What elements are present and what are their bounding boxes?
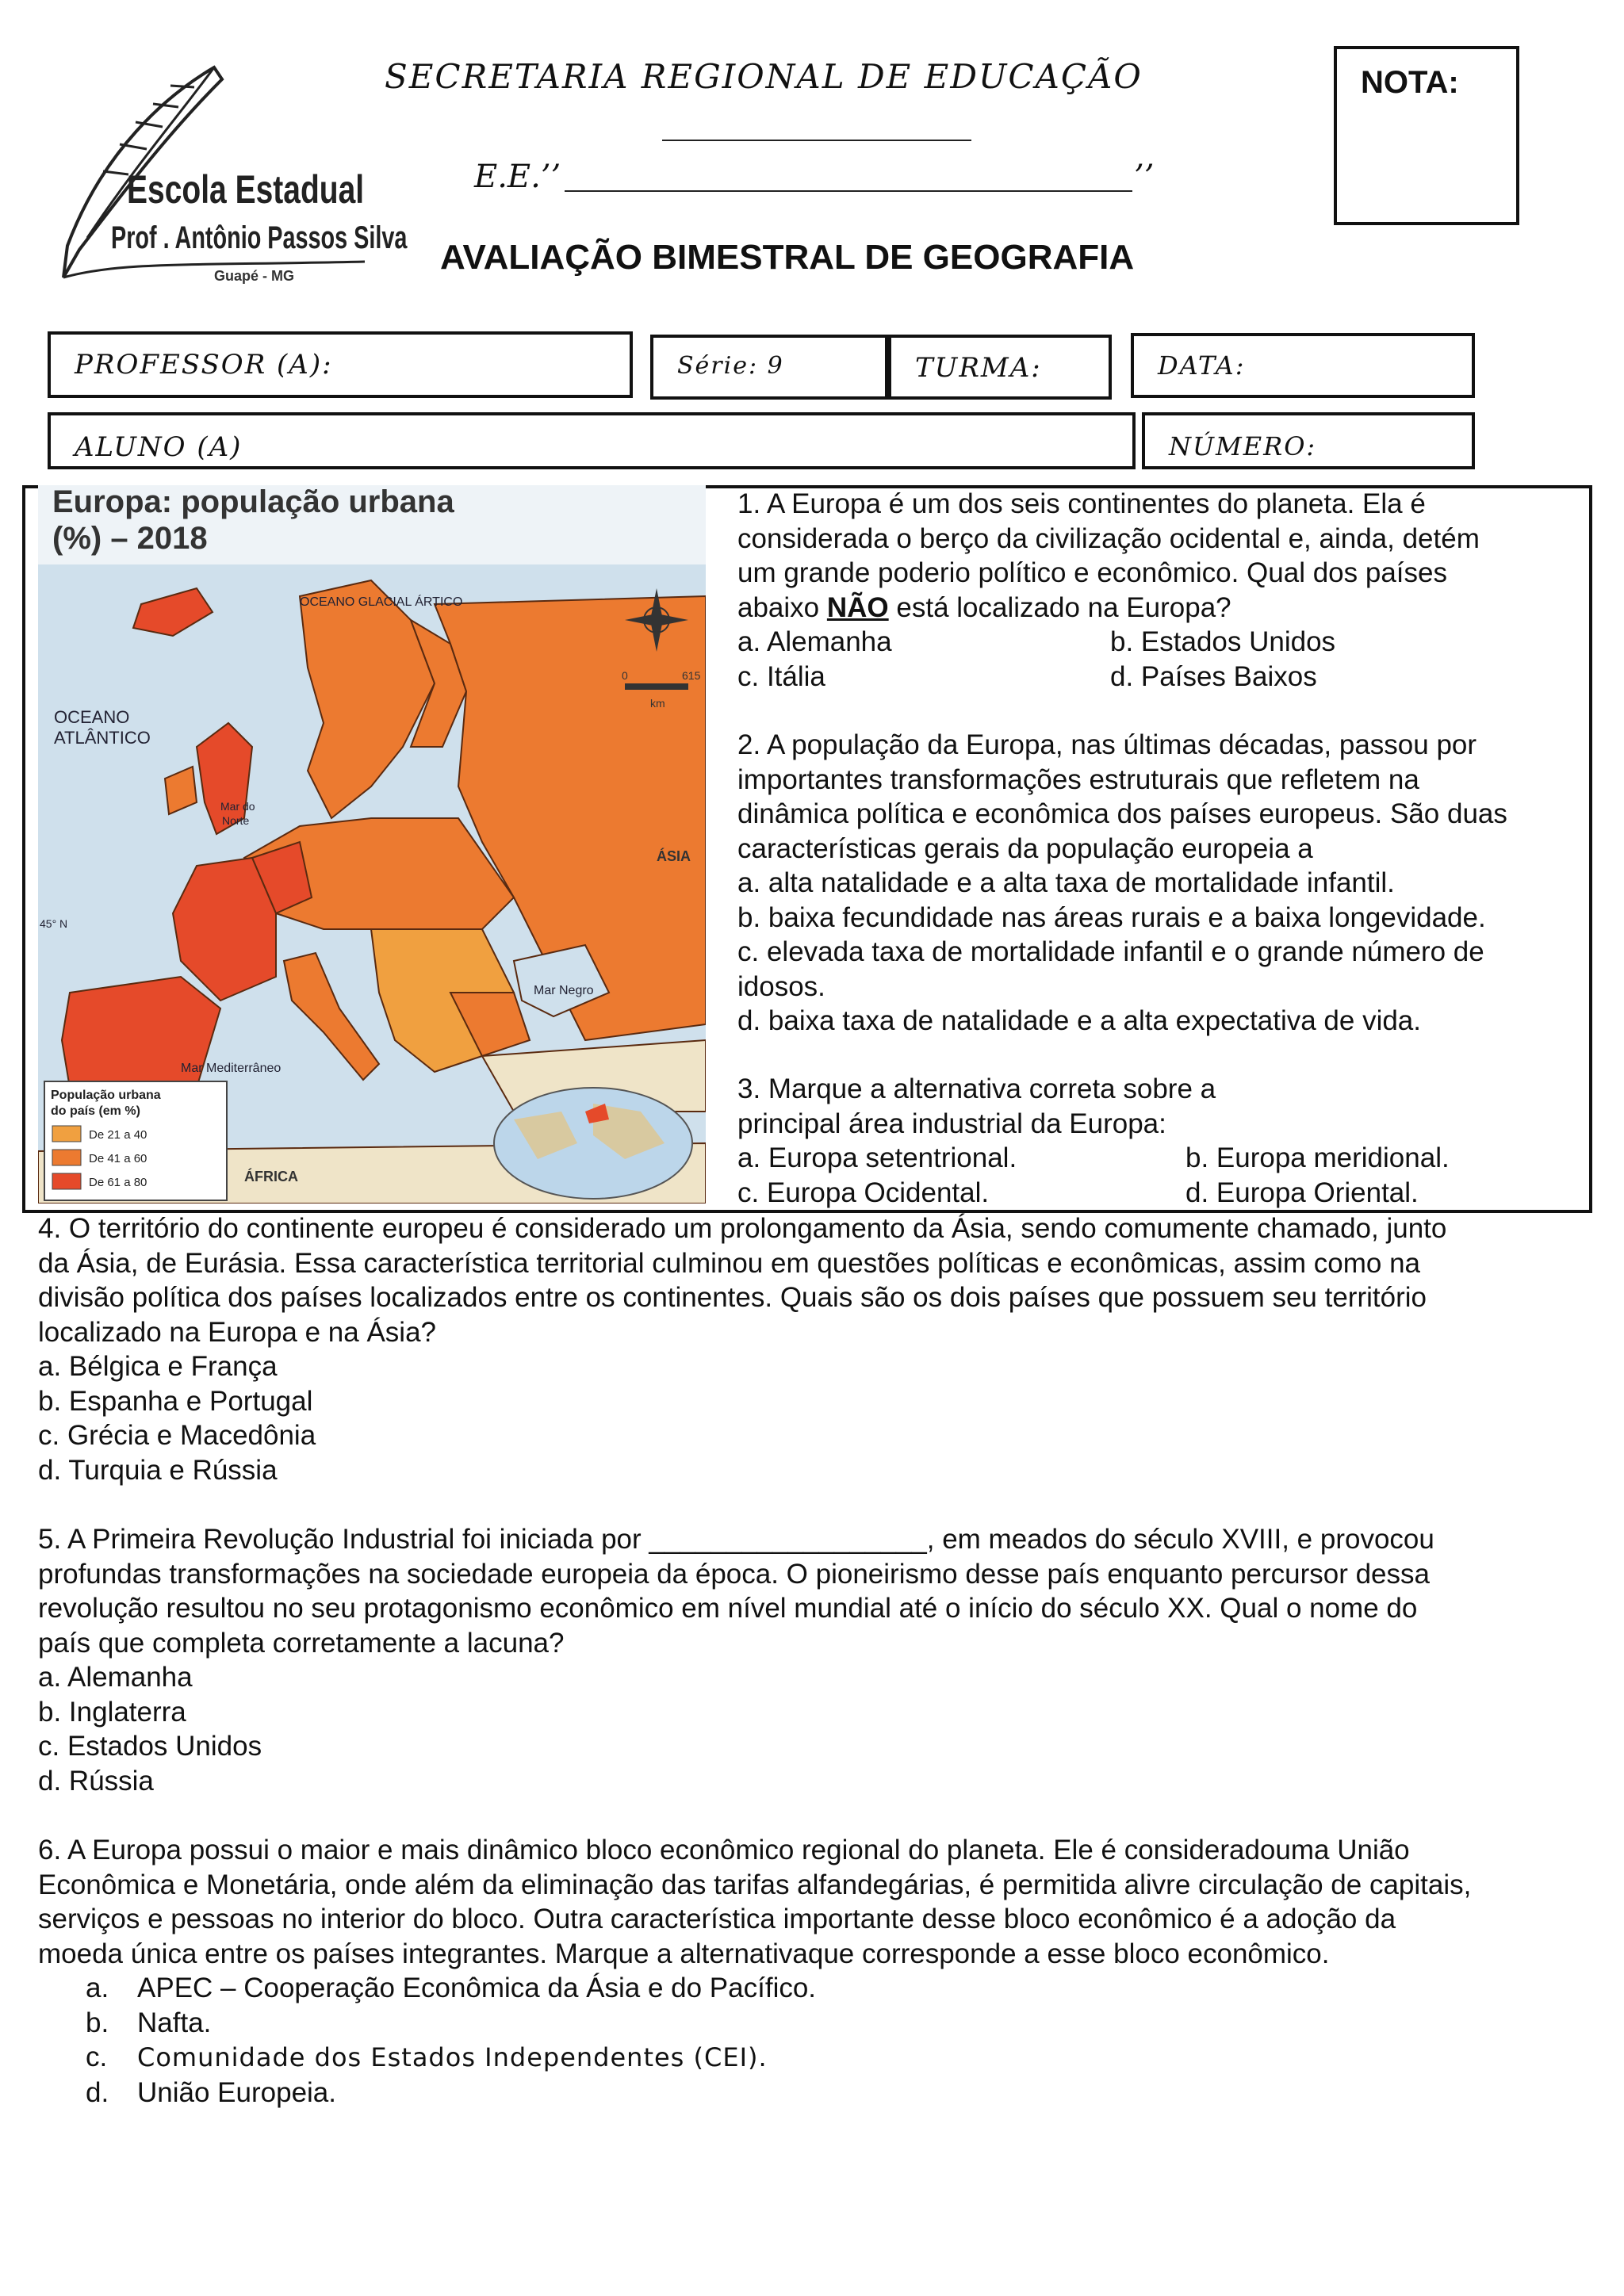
numero-field[interactable] — [1142, 412, 1475, 469]
turma-label: TURMA: — [915, 352, 1042, 384]
legend-item-low: De 21 a 40 — [89, 1128, 147, 1142]
q2-line-2: importantes transformações estruturais que refletem na — [737, 763, 1419, 795]
q2-option-c[interactable]: c. elevada taxa de mortalidade infantil e o grande número de — [737, 936, 1484, 967]
legend-title-2: do país (em %) — [51, 1104, 140, 1118]
q5-option-c[interactable]: c. Estados Unidos — [38, 1731, 262, 1762]
q1-option-d[interactable]: d. Países Baixos — [1110, 660, 1317, 692]
q6-line-2: Econômica e Monetária, onde além da eliminação das tarifas alfandegárias, é permitida alivre circulação de capitais, — [38, 1869, 1472, 1900]
mediterranean-label: Mar Mediterrâneo — [181, 1062, 282, 1075]
aluno-field[interactable] — [48, 412, 1136, 469]
q6-option-a[interactable]: a. APEC – Cooperação Econômica da Ásia e do Pacífico. — [86, 1973, 817, 2003]
map-title: Europa: população urbana — [52, 485, 454, 519]
q4-option-d[interactable]: d. Turquia e Rússia — [38, 1454, 278, 1486]
secretaria-underline — [662, 140, 971, 141]
professor-label: PROFESSOR (A): — [75, 349, 333, 381]
aluno-label: ALUNO (A) — [75, 431, 243, 463]
numero-label: NÚMERO: — [1169, 431, 1317, 461]
grade-label: NOTA: — [1361, 65, 1459, 100]
q1-option-b[interactable]: b. Estados Unidos — [1110, 626, 1336, 657]
scale-start: 0 — [622, 669, 628, 682]
europe-urban-population-map — [38, 485, 706, 1203]
asia-label: ÁSIA — [657, 848, 691, 864]
q1-emphasis: NÃO — [826, 591, 889, 623]
serie-field[interactable] — [650, 335, 888, 400]
q5-line-1: 5. A Primeira Revolução Industrial foi iniciada por __________________, em meados do século XVIII, e provocou — [38, 1524, 1434, 1555]
q4-line-1: 4. O território do continente europeu é considerado um prolongamento da Ásia, sendo comumente chamado, junto — [38, 1213, 1447, 1244]
q6-option-b[interactable]: b. Nafta. — [86, 2007, 212, 2038]
q4-line-3: divisão política dos países localizados entre os continentes. Quais são os dois países que possuem seu território — [38, 1282, 1427, 1313]
q3-line-2: principal área industrial da Europa: — [737, 1108, 1166, 1139]
logo-school-name: Escola Estadual — [127, 167, 365, 212]
data-field[interactable] — [1131, 333, 1475, 398]
latitude-label: 45° N — [40, 917, 68, 930]
q5-option-d[interactable]: d. Rússia — [38, 1765, 154, 1797]
question-5 — [38, 1522, 1592, 1798]
q2-option-a[interactable]: a. alta natalidade e a alta taxa de mortalidade infantil. — [737, 867, 1395, 898]
school-name-label: E.E.’’ — [474, 159, 561, 195]
school-name-field[interactable] — [565, 190, 1132, 192]
secretaria-heading: SECRETARIA REGIONAL DE EDUCAÇÃO — [385, 57, 1143, 96]
africa-label: ÁFRICA — [244, 1169, 298, 1184]
q2-line-3: dinâmica política e econômica dos países europeus. São duas — [737, 798, 1507, 829]
north-sea-label-2: Norte — [222, 814, 250, 827]
arctic-ocean-label: OCEANO GLACIAL ÁRTICO — [300, 595, 463, 609]
q4-option-a[interactable]: a. Bélgica e França — [38, 1351, 278, 1382]
q3-option-d[interactable]: d. Europa Oriental. — [1185, 1177, 1419, 1208]
globe-inset — [494, 1088, 692, 1199]
map-subtitle: (%) – 2018 — [52, 521, 208, 556]
legend-item-mid: De 41 a 60 — [89, 1152, 147, 1165]
q6-line-3: serviços e pessoas no interior do bloco. Outra característica importante desse bloco econômico é a adoção da — [38, 1904, 1396, 1934]
q3-option-b[interactable]: b. Europa meridional. — [1185, 1142, 1450, 1173]
q1-line-3: um grande poderio político e econômico. Qual dos países — [737, 557, 1447, 588]
q1-option-a[interactable]: a. Alemanha — [737, 626, 892, 657]
professor-field[interactable] — [48, 331, 633, 398]
q3-option-c[interactable]: c. Europa Ocidental. — [737, 1177, 990, 1208]
q5-line-4: país que completa corretamente a lacuna? — [38, 1627, 565, 1659]
data-label: DATA: — [1158, 350, 1246, 381]
q3-option-a[interactable]: a. Europa setentrional. — [737, 1142, 1017, 1173]
logo-teacher-name: Prof . Antônio Passos Silva — [111, 220, 408, 255]
question-6 — [38, 1833, 1592, 2110]
question-1 — [737, 487, 1578, 694]
atlantic-label-2: ATLÂNTICO — [54, 728, 151, 748]
q5-option-a[interactable]: a. Alemanha — [38, 1662, 193, 1693]
q6-line-1: 6. A Europa possui o maior e mais dinâmico bloco econômico regional do planeta. Ele é consideradouma União — [38, 1835, 1410, 1866]
grade-box[interactable] — [1334, 46, 1519, 225]
atlantic-label-1: OCEANO — [54, 707, 130, 727]
serie-label: Série: 9 — [677, 352, 784, 380]
q5-line-3: revolução resultou no seu protagonismo econômico em nível mundial até o início do século XX. Qual o nome do — [38, 1593, 1418, 1624]
q2-line-4: características gerais da população europeia a — [737, 832, 1313, 864]
q1-line-2: considerada o berço da civilização ocidental e, ainda, detém — [737, 522, 1480, 554]
q3-line-1: 3. Marque a alternativa correta sobre a — [737, 1073, 1216, 1104]
north-sea-label-1: Mar do — [220, 800, 255, 813]
question-4 — [38, 1211, 1592, 1487]
turma-field[interactable] — [888, 335, 1112, 400]
school-name-close-quote: ’’ — [1134, 159, 1155, 195]
q6-option-c[interactable]: c. Comunidade dos Estados Independentes (CEI). — [86, 2042, 768, 2072]
legend-title-1: População urbana — [51, 1089, 161, 1102]
question-2 — [737, 728, 1578, 1039]
question-3 — [737, 1072, 1578, 1210]
scale-unit: km — [650, 697, 665, 710]
exam-title: AVALIAÇÃO BIMESTRAL DE GEOGRAFIA — [440, 238, 1135, 277]
q4-option-c[interactable]: c. Grécia e Macedônia — [38, 1420, 316, 1451]
q5-option-b[interactable]: b. Inglaterra — [38, 1696, 186, 1728]
q5-line-2: profundas transformações na sociedade europeia da época. O pioneirismo desse país enquanto percursor dessa — [38, 1558, 1430, 1590]
black-sea-label: Mar Negro — [534, 984, 594, 997]
q2-option-d[interactable]: d. baixa taxa de natalidade e a alta expectativa de vida. — [737, 1005, 1421, 1036]
q2-option-b[interactable]: b. baixa fecundidade nas áreas rurais e a baixa longevidade. — [737, 901, 1486, 933]
q6-option-d[interactable]: d. União Europeia. — [86, 2076, 336, 2108]
q1-option-c[interactable]: c. Itália — [737, 660, 825, 692]
legend-item-high: De 61 a 80 — [89, 1176, 147, 1189]
q4-line-4: localizado na Europa e na Ásia? — [38, 1316, 437, 1348]
map-legend — [44, 1081, 227, 1200]
scale-end: 615 — [682, 669, 701, 682]
q4-option-b[interactable]: b. Espanha e Portugal — [38, 1385, 313, 1417]
q6-line-4: moeda única entre os países integrantes. Marque a alternativaque corresponde a esse bloco econômico. — [38, 1938, 1330, 1969]
q1-line-1: 1. A Europa é um dos seis continentes do planeta. Ela é — [737, 488, 1426, 519]
q1-line-4: abaixo NÃO está localizado na Europa? — [737, 591, 1231, 623]
q2-option-c-cont: idosos. — [737, 970, 825, 1002]
logo-city: Guapé - MG — [214, 268, 295, 284]
q4-line-2: da Ásia, de Eurásia. Essa característica territorial culminou em questões políticas e econômicas, assim como na — [38, 1247, 1420, 1279]
q2-line-1: 2. A população da Europa, nas últimas décadas, passou por — [737, 729, 1477, 760]
